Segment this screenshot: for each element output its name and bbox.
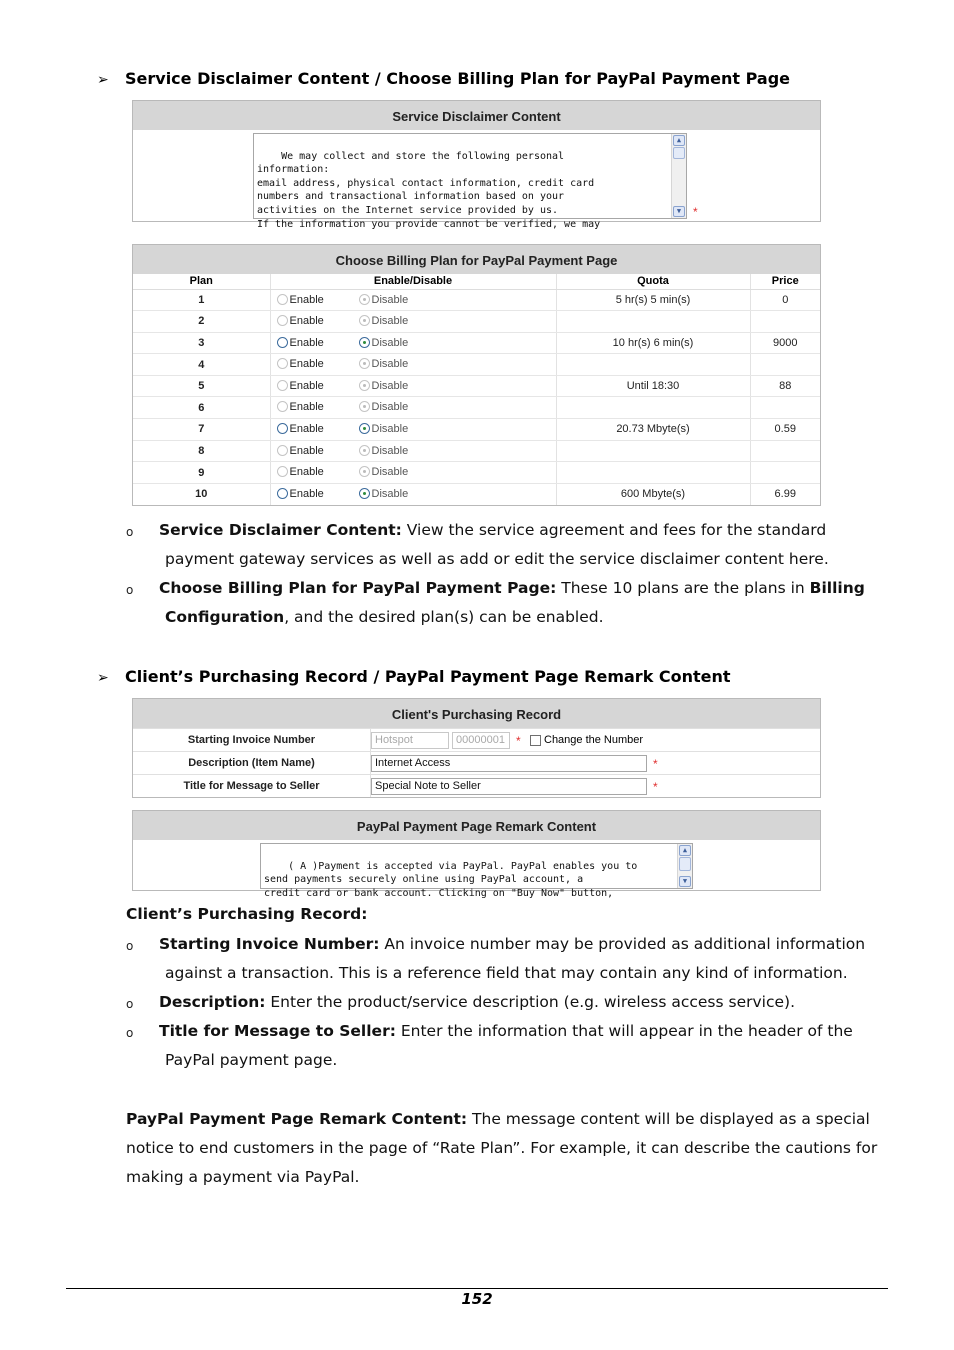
disclaimer-text: We may collect and store the following personal information: email address, physical contact information, credit card numbers and transactional information based on your activities on the Internet service provided by us. If the information you provide cannot be verified, we may [257, 150, 601, 230]
enable-label: Enable [289, 444, 324, 457]
bullet-text: Enter the information that will appear in the header of the [395, 1022, 853, 1040]
enable-radio-icon[interactable] [277, 358, 288, 369]
enable-option[interactable] [277, 337, 324, 349]
seller-title-row [133, 774, 820, 797]
enable-label: Enable [289, 401, 324, 414]
disable-radio-icon[interactable] [359, 423, 370, 434]
enable-option[interactable] [277, 294, 324, 306]
section-heading-1 [97, 69, 790, 88]
bullet-billing-plan-cont [165, 603, 905, 632]
scroll-down-icon[interactable]: ▼ [673, 206, 685, 217]
remark-scrollbar[interactable] [677, 844, 692, 888]
panel-title: Service Disclaimer Content [133, 101, 820, 130]
bullet-service-disclaimer-cont: payment gateway services as well as add or edit the service disclaimer content here. [165, 550, 829, 568]
col-quota: Quota [556, 274, 750, 289]
bullet-text: Enter the product/service description (e.g. wireless access service). [265, 993, 795, 1011]
scroll-up-icon[interactable]: ▲ [679, 845, 691, 856]
enable-radio-icon[interactable] [277, 488, 288, 499]
enable-option[interactable] [277, 401, 324, 413]
change-number-label: Change the Number [544, 734, 644, 746]
remark-text: ( A )Payment is accepted via PayPal. PayPal enables you to send payments securely online using PayPal account, a credit card or bank account. Clicking on "Buy Now" button, [264, 860, 638, 899]
plan-number: 7 [133, 419, 270, 441]
quota-cell [556, 354, 750, 376]
enable-disable-cell [270, 483, 556, 505]
bullet-icon: o [126, 997, 134, 1011]
disable-label: Disable [371, 358, 409, 371]
enable-disable-cell [270, 289, 556, 311]
table-row [133, 462, 820, 484]
price-cell [750, 462, 820, 484]
price-cell [750, 354, 820, 376]
page-number: 152 [461, 1290, 493, 1308]
disable-radio-icon[interactable] [359, 488, 370, 499]
bullet-icon: o [126, 583, 134, 597]
enable-label: Enable [289, 293, 324, 306]
disable-option[interactable] [359, 358, 409, 370]
enable-option[interactable] [277, 445, 324, 457]
remark-paragraph-line1 [126, 1105, 906, 1134]
col-plan: Plan [133, 274, 270, 289]
enable-disable-cell [270, 397, 556, 419]
disable-label: Disable [371, 423, 409, 436]
disable-radio-icon[interactable] [359, 358, 370, 369]
price-cell: 0 [750, 289, 820, 311]
enable-disable-cell [270, 332, 556, 354]
quota-cell: Until 18:30 [556, 375, 750, 397]
disable-option[interactable] [359, 337, 409, 349]
disable-label: Disable [371, 379, 409, 392]
enable-option[interactable] [277, 358, 324, 370]
arrow-bullet-icon: ➢ [97, 72, 109, 88]
plan-number: 9 [133, 462, 270, 484]
change-number-checkbox[interactable] [530, 735, 541, 746]
disable-radio-icon[interactable] [359, 380, 370, 391]
price-cell: 0.59 [750, 419, 820, 441]
disable-label: Disable [371, 315, 409, 328]
price-cell: 88 [750, 375, 820, 397]
disable-option[interactable] [359, 466, 409, 478]
bullet-text: , and the desired plan(s) can be enabled. [284, 608, 604, 626]
arrow-bullet-icon: ➢ [97, 670, 109, 686]
enable-radio-icon[interactable] [277, 423, 288, 434]
bullet-seller-title [159, 1017, 899, 1046]
table-row [133, 440, 820, 462]
enable-disable-cell [270, 311, 556, 333]
paragraph-term: PayPal Payment Page Remark Content: [126, 1110, 468, 1128]
required-mark: * [653, 757, 658, 771]
bullet-icon: o [126, 1026, 134, 1040]
enable-disable-cell [270, 462, 556, 484]
section-heading-2 [97, 667, 731, 686]
plan-number: 4 [133, 354, 270, 376]
table-row [133, 483, 820, 505]
purchasing-record-panel [132, 698, 821, 798]
bullet-term: Billing [809, 579, 865, 597]
scroll-down-icon[interactable]: ▼ [679, 876, 691, 887]
quota-cell: 10 hr(s) 6 min(s) [556, 332, 750, 354]
bullet-description [159, 988, 899, 1017]
disable-label: Disable [371, 336, 409, 349]
scroll-thumb[interactable] [673, 147, 685, 159]
plan-number: 10 [133, 483, 270, 505]
enable-option[interactable] [277, 315, 324, 327]
price-cell [750, 440, 820, 462]
enable-label: Enable [289, 423, 324, 436]
disable-radio-icon[interactable] [359, 337, 370, 348]
description-label: Description (Item Name) [188, 757, 315, 769]
invoice-prefix-input[interactable]: Hotspot [371, 732, 449, 749]
bullet-icon: o [126, 939, 134, 953]
bullet-term: Choose Billing Plan for PayPal Payment Page: [159, 579, 557, 597]
scroll-thumb[interactable] [679, 857, 691, 871]
enable-label: Enable [289, 315, 324, 328]
col-enable-disable: Enable/Disable [270, 274, 556, 289]
footer-divider [66, 1288, 888, 1289]
enable-disable-cell [270, 440, 556, 462]
plan-number: 8 [133, 440, 270, 462]
plan-number: 2 [133, 311, 270, 333]
enable-radio-icon[interactable] [277, 380, 288, 391]
disclaimer-scrollbar[interactable] [671, 134, 686, 218]
enable-label: Enable [289, 466, 324, 479]
bullet-billing-plan [159, 574, 899, 603]
bullet-term: Description: [159, 993, 266, 1011]
bullet-text: An invoice number may be provided as additional information [379, 935, 866, 953]
disable-radio-icon[interactable] [359, 315, 370, 326]
disclaimer-textarea[interactable] [253, 133, 687, 230]
quota-cell: 20.73 Mbyte(s) [556, 419, 750, 441]
disable-option[interactable] [359, 488, 409, 500]
plan-number: 3 [133, 332, 270, 354]
table-row [133, 354, 820, 376]
quota-cell [556, 397, 750, 419]
enable-option[interactable] [277, 466, 324, 478]
invoice-number-row [133, 728, 820, 751]
remark-paragraph-line3: making a payment via PayPal. [126, 1168, 360, 1186]
disable-radio-icon[interactable] [359, 401, 370, 412]
disable-label: Disable [371, 293, 409, 306]
table-header-row [133, 274, 820, 289]
disable-option[interactable] [359, 380, 409, 392]
price-cell [750, 311, 820, 333]
seller-title-input[interactable]: Special Note to Seller [371, 778, 647, 795]
enable-option[interactable] [277, 488, 324, 500]
required-mark: * [693, 205, 698, 219]
table-row [133, 332, 820, 354]
disable-label: Disable [371, 401, 409, 414]
disable-label: Disable [371, 466, 409, 479]
col-price: Price [750, 274, 820, 289]
disable-option[interactable] [359, 423, 409, 435]
bullet-seller-title-cont: PayPal payment page. [165, 1051, 338, 1069]
plan-number: 6 [133, 397, 270, 419]
plan-number: 1 [133, 289, 270, 311]
plan-number: 5 [133, 375, 270, 397]
table-row [133, 419, 820, 441]
section-heading-text: Service Disclaimer Content / Choose Billing Plan for PayPal Payment Page [125, 69, 790, 88]
description-input[interactable]: Internet Access [371, 755, 647, 772]
disable-radio-icon[interactable] [359, 294, 370, 305]
bullet-invoice-number [159, 930, 919, 959]
panel-title: PayPal Payment Page Remark Content [133, 811, 820, 840]
enable-radio-icon[interactable] [277, 466, 288, 477]
purchasing-record-subheading: Client’s Purchasing Record: [126, 905, 368, 923]
disable-option[interactable] [359, 294, 409, 306]
quota-cell [556, 440, 750, 462]
service-disclaimer-panel [132, 100, 821, 230]
remark-content-panel [132, 810, 821, 899]
table-row [133, 375, 820, 397]
disable-label: Disable [371, 487, 409, 500]
enable-radio-icon[interactable] [277, 337, 288, 348]
quota-cell: 600 Mbyte(s) [556, 483, 750, 505]
required-mark: * [516, 734, 521, 748]
billing-plan-panel [132, 244, 821, 506]
enable-radio-icon[interactable] [277, 445, 288, 456]
enable-label: Enable [289, 336, 324, 349]
enable-disable-cell [270, 419, 556, 441]
price-cell: 6.99 [774, 488, 796, 501]
enable-radio-icon[interactable] [277, 315, 288, 326]
section-heading-text: Client’s Purchasing Record / PayPal Payment Page Remark Content [125, 667, 731, 686]
table-row [133, 289, 820, 311]
disable-radio-icon[interactable] [359, 445, 370, 456]
scroll-up-icon[interactable]: ▲ [673, 135, 685, 146]
disable-label: Disable [371, 444, 409, 457]
bullet-term: Title for Message to Seller: [159, 1022, 396, 1040]
panel-title: Client's Purchasing Record [133, 699, 820, 728]
disable-radio-icon[interactable] [359, 466, 370, 477]
disable-option[interactable] [359, 315, 409, 327]
required-mark: * [653, 780, 658, 794]
paragraph-text: The message content will be displayed as a special [467, 1110, 870, 1128]
enable-option[interactable] [277, 423, 324, 435]
enable-radio-icon[interactable] [277, 294, 288, 305]
bullet-term: Service Disclaimer Content: [159, 521, 402, 539]
remark-textarea[interactable] [260, 843, 693, 899]
bullet-service-disclaimer [159, 516, 899, 545]
remark-paragraph-line2: notice to end customers in the page of “Rate Plan”. For example, it can describe the cautions for [126, 1139, 878, 1157]
table-row [133, 311, 820, 333]
price-cell [750, 397, 820, 419]
invoice-number-input[interactable]: 00000001 [452, 732, 510, 749]
disable-option[interactable] [359, 401, 409, 413]
table-row [133, 397, 820, 419]
bullet-term: Configuration [165, 608, 285, 626]
panel-title: Choose Billing Plan for PayPal Payment Page [133, 245, 820, 274]
enable-disable-cell [270, 375, 556, 397]
description-row [133, 751, 820, 774]
price-cell: 9000 [750, 332, 820, 354]
enable-label: Enable [289, 487, 324, 500]
invoice-number-label: Starting Invoice Number [187, 734, 316, 746]
bullet-term: Starting Invoice Number: [159, 935, 380, 953]
enable-disable-cell [270, 354, 556, 376]
enable-option[interactable] [277, 380, 324, 392]
bullet-invoice-number-cont: against a transaction. This is a reference field that may contain any kind of information. [165, 964, 848, 982]
disable-option[interactable] [359, 445, 409, 457]
bullet-text: These 10 plans are the plans in [556, 579, 810, 597]
quota-cell [556, 462, 750, 484]
seller-title-label: Title for Message to Seller [183, 780, 320, 792]
quota-cell [556, 311, 750, 333]
enable-radio-icon[interactable] [277, 401, 288, 412]
enable-label: Enable [289, 379, 324, 392]
billing-plan-table [133, 274, 820, 505]
bullet-icon: o [126, 525, 134, 539]
enable-label: Enable [289, 358, 324, 371]
quota-cell: 5 hr(s) 5 min(s) [556, 289, 750, 311]
bullet-text: View the service agreement and fees for the standard [401, 521, 827, 539]
